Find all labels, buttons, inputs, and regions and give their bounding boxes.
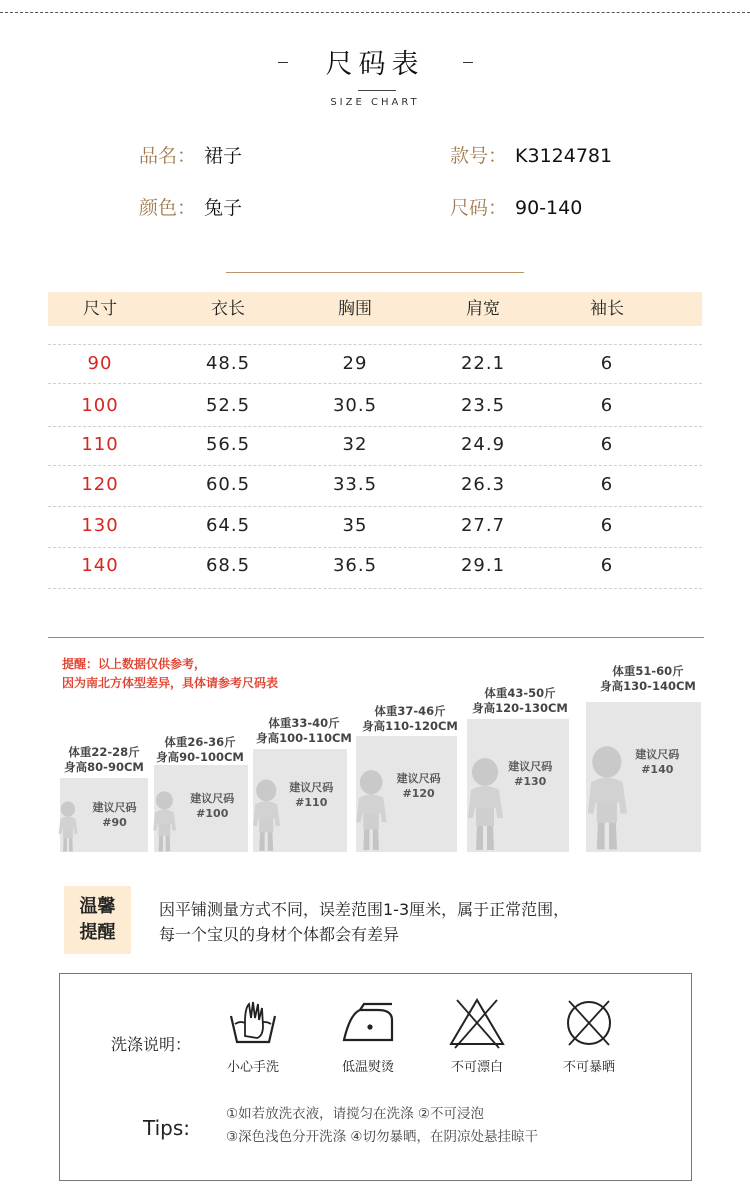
table-cell: 24.9	[460, 434, 506, 455]
no-bleach-icon	[447, 996, 507, 1050]
size-guide-measure	[600, 664, 696, 694]
table-row-divider	[48, 547, 702, 548]
low-iron-label: 低温熨烫	[341, 1060, 395, 1075]
child-silhouette-icon	[150, 790, 180, 854]
no-sun-dry-icon	[559, 996, 619, 1050]
table-cell: 6	[600, 434, 614, 455]
info-divider	[226, 272, 524, 273]
table-cell: 27.7	[460, 515, 506, 536]
table-cell: 6	[600, 395, 614, 416]
table-row-divider	[48, 383, 702, 384]
product-color	[139, 196, 242, 220]
product-style-label: 款号：	[450, 145, 508, 167]
warm-tip-badge	[64, 886, 131, 954]
warm-tip-text	[159, 897, 569, 947]
table-cell-size: 130	[81, 515, 119, 536]
recommendation-label: 建议尺码	[289, 780, 334, 794]
tips-line-2: ③深色浅色分开洗涤 ④切勿暴晒，在阴凉处悬挂晾干	[226, 1129, 538, 1145]
table-cell: 48.5	[205, 353, 251, 374]
table-cell: 6	[600, 353, 614, 374]
page-subtitle: SIZE CHART	[330, 97, 420, 108]
hand-wash-icon	[223, 996, 283, 1050]
size-table-header	[48, 292, 702, 326]
header-sleeve: 袖长	[590, 299, 624, 319]
notice-text	[62, 655, 278, 693]
table-cell-size: 120	[81, 474, 119, 495]
recommendation-size: #100	[196, 807, 229, 821]
page-title: 尺码表	[325, 49, 425, 80]
size-guide-weight: 体重26-36斤	[164, 735, 236, 749]
child-silhouette-icon	[582, 744, 634, 854]
recommendation-size: #120	[402, 786, 435, 800]
table-cell: 64.5	[205, 515, 251, 536]
table-cell: 29	[342, 353, 368, 374]
tips-label: Tips:	[143, 1116, 191, 1140]
header-size: 尺寸	[83, 299, 117, 319]
product-size-range	[450, 196, 582, 220]
child-silhouette-icon	[352, 768, 392, 854]
size-guide-height: 身高130-140CM	[600, 679, 696, 693]
hand-wash-label: 小心手洗	[226, 1060, 280, 1075]
no-bleach-label: 不可漂白	[450, 1060, 504, 1075]
size-guide-recommendation	[397, 771, 441, 801]
product-name-value: 裙子	[204, 145, 243, 167]
table-cell: 36.5	[332, 555, 378, 576]
size-guide-weight: 体重33-40斤	[268, 716, 340, 730]
product-name-label: 品名：	[139, 145, 197, 167]
child-silhouette-icon	[463, 756, 509, 854]
recommendation-size: #110	[295, 795, 328, 809]
table-row-divider	[48, 465, 702, 466]
table-cell: 26.3	[460, 474, 506, 495]
table-row-divider	[48, 426, 702, 427]
size-guide-weight: 体重51-60斤	[612, 664, 684, 678]
recommendation-label: 建议尺码	[635, 748, 680, 761]
product-size-value: 90-140	[515, 197, 583, 219]
header-chest: 胸围	[338, 299, 372, 319]
size-guide-height: 身高120-130CM	[472, 701, 568, 715]
size-guide-height: 身高90-100CM	[156, 750, 244, 764]
child-silhouette-icon	[56, 800, 81, 854]
size-guide-measure	[64, 745, 144, 775]
section-divider	[48, 637, 704, 638]
table-cell-size: 110	[81, 434, 119, 455]
table-cell: 52.5	[205, 395, 251, 416]
table-cell: 23.5	[460, 395, 506, 416]
table-cell: 22.1	[460, 353, 506, 374]
table-cell: 35	[342, 515, 368, 536]
table-cell: 56.5	[205, 434, 251, 455]
care-label: 洗涤说明：	[111, 1035, 192, 1054]
care-instructions-box	[59, 973, 692, 1181]
table-cell: 6	[600, 474, 614, 495]
product-color-label: 颜色：	[139, 197, 197, 219]
tips-line-1: ①如若放洗衣液，请搅匀在洗涤 ②不可浸泡	[226, 1106, 484, 1122]
header-shoulder: 肩宽	[466, 299, 500, 319]
tips-text	[226, 1103, 538, 1149]
table-row-divider	[48, 344, 702, 345]
size-guide-recommendation	[508, 759, 552, 789]
table-cell: 30.5	[332, 395, 378, 416]
product-style	[450, 144, 612, 168]
recommendation-label: 建议尺码	[396, 771, 441, 785]
warm-tip-badge-line-2: 提醒	[79, 922, 116, 943]
product-name	[139, 144, 242, 168]
table-cell: 29.1	[460, 555, 506, 576]
notice-line-2: 因为南北方体型差异，具体请参考尺码表	[62, 676, 279, 690]
size-guide-height: 身高110-120CM	[362, 719, 458, 733]
top-dashed-divider	[0, 12, 750, 13]
table-row-divider	[48, 506, 702, 507]
recommendation-label: 建议尺码	[190, 792, 235, 806]
size-guide-measure	[472, 686, 568, 716]
size-guide-measure	[256, 716, 352, 746]
recommendation-size: #130	[514, 774, 547, 788]
product-style-value: K3124781	[515, 145, 613, 167]
header-length: 衣长	[211, 299, 245, 319]
recommendation-size: #140	[641, 763, 674, 776]
recommendation-label: 建议尺码	[92, 801, 137, 815]
warm-tip-line-1: 因平铺测量方式不同，误差范围1-3厘米，属于正常范围，	[159, 900, 570, 919]
table-cell: 32	[342, 434, 368, 455]
recommendation-label: 建议尺码	[508, 759, 553, 773]
table-cell: 60.5	[205, 474, 251, 495]
table-cell: 33.5	[332, 474, 378, 495]
child-silhouette-icon	[249, 778, 285, 854]
size-guide-recommendation	[289, 780, 333, 810]
size-guide-weight: 体重37-46斤	[374, 704, 446, 718]
table-row-divider	[48, 588, 702, 589]
size-guide-height: 身高80-90CM	[64, 760, 144, 774]
title-dash-right	[463, 62, 473, 63]
size-guide-measure	[362, 704, 458, 734]
size-guide-recommendation	[93, 800, 137, 830]
low-iron-icon	[338, 996, 398, 1050]
no-sun-dry-label: 不可暴晒	[562, 1060, 616, 1075]
title-row	[0, 42, 750, 86]
table-cell: 6	[600, 515, 614, 536]
table-cell-size: 90	[87, 353, 113, 374]
size-guide-measure	[156, 735, 244, 765]
size-guide-height: 身高100-110CM	[256, 731, 352, 745]
size-guide-weight: 体重22-28斤	[68, 745, 140, 759]
product-size-label: 尺码：	[450, 197, 508, 219]
table-cell: 6	[600, 555, 614, 576]
size-guide-recommendation	[190, 791, 234, 821]
warm-tip-line-2: 每一个宝贝的身材个体都会有差异	[159, 925, 400, 944]
notice-line-1: 提醒：以上数据仅供参考，	[62, 657, 207, 671]
title-underline	[358, 90, 396, 91]
recommendation-size: #90	[102, 816, 127, 830]
table-cell-size: 140	[81, 555, 119, 576]
product-color-value: 兔子	[204, 197, 243, 219]
warm-tip-badge-line-1: 温馨	[79, 896, 116, 917]
table-cell: 68.5	[205, 555, 251, 576]
table-cell-size: 100	[81, 395, 119, 416]
size-guide-weight: 体重43-50斤	[484, 686, 556, 700]
size-guide-recommendation	[635, 747, 679, 777]
